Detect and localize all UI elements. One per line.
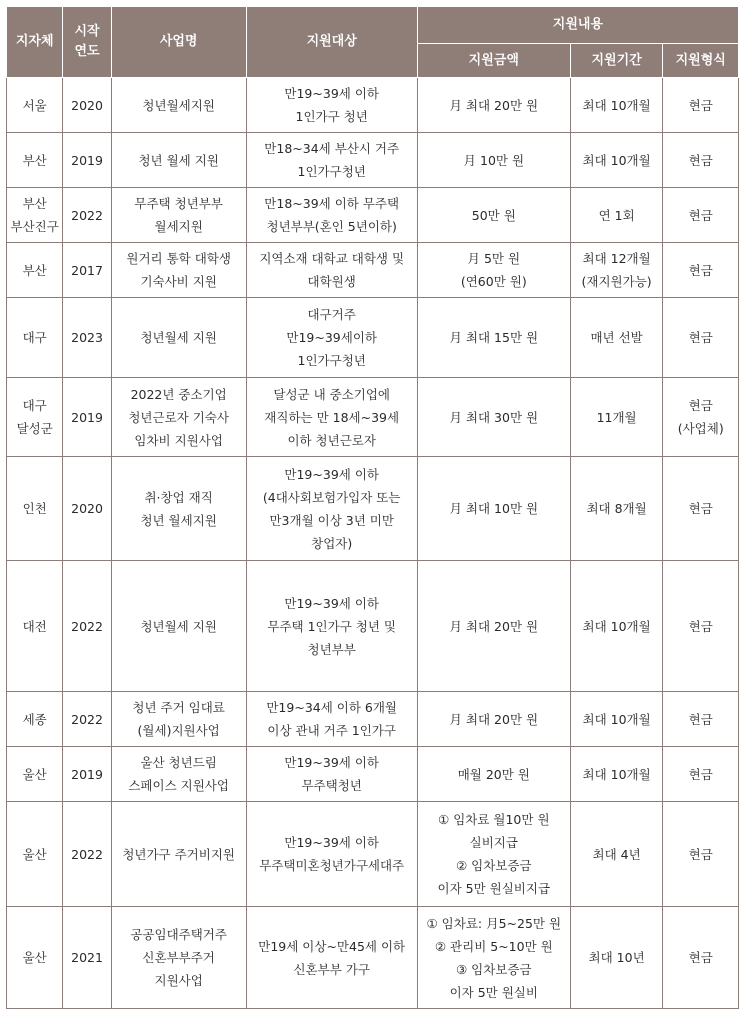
- table-row: [7, 802, 739, 907]
- cell-program: 청년가구 주거비지원: [111, 802, 246, 907]
- cell-period: 최대 12개월 (재지원가능): [570, 243, 663, 298]
- cell-year: 2019: [63, 133, 111, 188]
- header-support-content: 지원내용: [417, 7, 738, 44]
- cell-type: 현금: [663, 133, 739, 188]
- cell-type: 현금: [663, 243, 739, 298]
- cell-program: 청년 주거 임대료 (월세)지원사업: [111, 692, 246, 747]
- cell-program: 청년월세지원: [111, 78, 246, 133]
- cell-period: 최대 10개월: [570, 747, 663, 802]
- cell-region: 울산: [7, 747, 63, 802]
- cell-amount: 50만 원: [417, 188, 570, 243]
- housing-support-table: [6, 6, 739, 1009]
- table-row: [7, 747, 739, 802]
- cell-year: 2022: [63, 561, 111, 692]
- cell-period: 최대 10개월: [570, 561, 663, 692]
- table-body: [7, 78, 739, 1009]
- cell-year: 2019: [63, 378, 111, 457]
- table-row: [7, 561, 739, 692]
- cell-region: 울산: [7, 907, 63, 1009]
- table-header: [7, 7, 739, 78]
- cell-year: 2019: [63, 747, 111, 802]
- cell-target: 만19~34세 이하 6개월 이상 관내 거주 1인가구: [246, 692, 417, 747]
- cell-target: 달성군 내 중소기업에 재직하는 만 18세~39세 이하 청년근로자: [246, 378, 417, 457]
- cell-target: 만19~39세 이하 무주택미혼청년가구세대주: [246, 802, 417, 907]
- cell-program: 취·창업 재직 청년 월세지원: [111, 457, 246, 561]
- cell-target: 만19~39세 이하 무주택청년: [246, 747, 417, 802]
- table-row: [7, 78, 739, 133]
- cell-type: 현금: [663, 298, 739, 378]
- cell-region: 부산 부산진구: [7, 188, 63, 243]
- cell-region: 대구 달성군: [7, 378, 63, 457]
- cell-year: 2017: [63, 243, 111, 298]
- cell-type: 현금: [663, 188, 739, 243]
- cell-amount: 月 10만 원: [417, 133, 570, 188]
- table-row: [7, 378, 739, 457]
- cell-program: 울산 청년드림 스페이스 지원사업: [111, 747, 246, 802]
- cell-target: 만18~39세 이하 무주택 청년부부(혼인 5년이하): [246, 188, 417, 243]
- cell-program: 원거리 통학 대학생 기숙사비 지원: [111, 243, 246, 298]
- cell-program: 청년월세 지원: [111, 298, 246, 378]
- cell-amount: 月 최대 20만 원: [417, 692, 570, 747]
- header-period: 지원기간: [570, 44, 663, 78]
- cell-amount: 月 5만 원 (연60만 원): [417, 243, 570, 298]
- cell-period: 최대 8개월: [570, 457, 663, 561]
- cell-region: 대전: [7, 561, 63, 692]
- cell-target: 만19~39세 이하 1인가구 청년: [246, 78, 417, 133]
- cell-region: 대구: [7, 298, 63, 378]
- cell-program: 청년월세 지원: [111, 561, 246, 692]
- cell-type: 현금: [663, 457, 739, 561]
- cell-target: 대구거주 만19~39세이하 1인가구청년: [246, 298, 417, 378]
- cell-type: 현금: [663, 802, 739, 907]
- cell-target: 만19세 이상~만45세 이하 신혼부부 가구: [246, 907, 417, 1009]
- cell-period: 연 1회: [570, 188, 663, 243]
- cell-program: 공공임대주택거주 신혼부부주거 지원사업: [111, 907, 246, 1009]
- cell-period: 최대 4년: [570, 802, 663, 907]
- table-row: [7, 298, 739, 378]
- table-row: [7, 692, 739, 747]
- cell-year: 2022: [63, 188, 111, 243]
- cell-target: 지역소재 대학교 대학생 및 대학원생: [246, 243, 417, 298]
- cell-type: 현금: [663, 747, 739, 802]
- cell-region: 부산: [7, 133, 63, 188]
- cell-region: 인천: [7, 457, 63, 561]
- cell-region: 세종: [7, 692, 63, 747]
- header-start-year: 시작 연도: [63, 7, 111, 78]
- cell-period: 최대 10개월: [570, 692, 663, 747]
- cell-year: 2022: [63, 692, 111, 747]
- cell-target: 만19~39세 이하 무주택 1인가구 청년 및 청년부부: [246, 561, 417, 692]
- cell-program: 청년 월세 지원: [111, 133, 246, 188]
- cell-period: 최대 10개월: [570, 133, 663, 188]
- cell-type: 현금: [663, 78, 739, 133]
- cell-type: 현금: [663, 561, 739, 692]
- table-row: [7, 457, 739, 561]
- cell-amount: ① 임차료 월10만 원 실비지급 ② 임차보증금 이자 5만 원실비지급: [417, 802, 570, 907]
- cell-period: 매년 선발: [570, 298, 663, 378]
- cell-program: 무주택 청년부부 월세지원: [111, 188, 246, 243]
- cell-amount: 月 최대 10만 원: [417, 457, 570, 561]
- cell-target: 만19~39세 이하 (4대사회보험가입자 또는 만3개월 이상 3년 미만 창업자): [246, 457, 417, 561]
- cell-amount: ① 임차료: 月5~25만 원 ② 관리비 5~10만 원 ③ 임차보증금 이자 5만 원실비: [417, 907, 570, 1009]
- cell-amount: 月 최대 15만 원: [417, 298, 570, 378]
- cell-year: 2021: [63, 907, 111, 1009]
- cell-target: 만18~34세 부산시 거주 1인가구청년: [246, 133, 417, 188]
- cell-period: 11개월: [570, 378, 663, 457]
- cell-year: 2020: [63, 78, 111, 133]
- table-row: [7, 188, 739, 243]
- table-row: [7, 133, 739, 188]
- cell-region: 서울: [7, 78, 63, 133]
- cell-region: 부산: [7, 243, 63, 298]
- cell-amount: 月 최대 30만 원: [417, 378, 570, 457]
- table-row: [7, 907, 739, 1009]
- cell-region: 울산: [7, 802, 63, 907]
- cell-year: 2022: [63, 802, 111, 907]
- cell-year: 2020: [63, 457, 111, 561]
- header-amount: 지원금액: [417, 44, 570, 78]
- cell-period: 최대 10년: [570, 907, 663, 1009]
- header-type: 지원형식: [663, 44, 739, 78]
- cell-year: 2023: [63, 298, 111, 378]
- cell-amount: 매월 20만 원: [417, 747, 570, 802]
- cell-type: 현금 (사업체): [663, 378, 739, 457]
- cell-amount: 月 최대 20만 원: [417, 561, 570, 692]
- table-row: [7, 243, 739, 298]
- cell-program: 2022년 중소기업 청년근로자 기숙사 임차비 지원사업: [111, 378, 246, 457]
- cell-type: 현금: [663, 907, 739, 1009]
- header-region: 지자체: [7, 7, 63, 78]
- cell-period: 최대 10개월: [570, 78, 663, 133]
- header-program-name: 사업명: [111, 7, 246, 78]
- cell-type: 현금: [663, 692, 739, 747]
- cell-amount: 月 최대 20만 원: [417, 78, 570, 133]
- header-target: 지원대상: [246, 7, 417, 78]
